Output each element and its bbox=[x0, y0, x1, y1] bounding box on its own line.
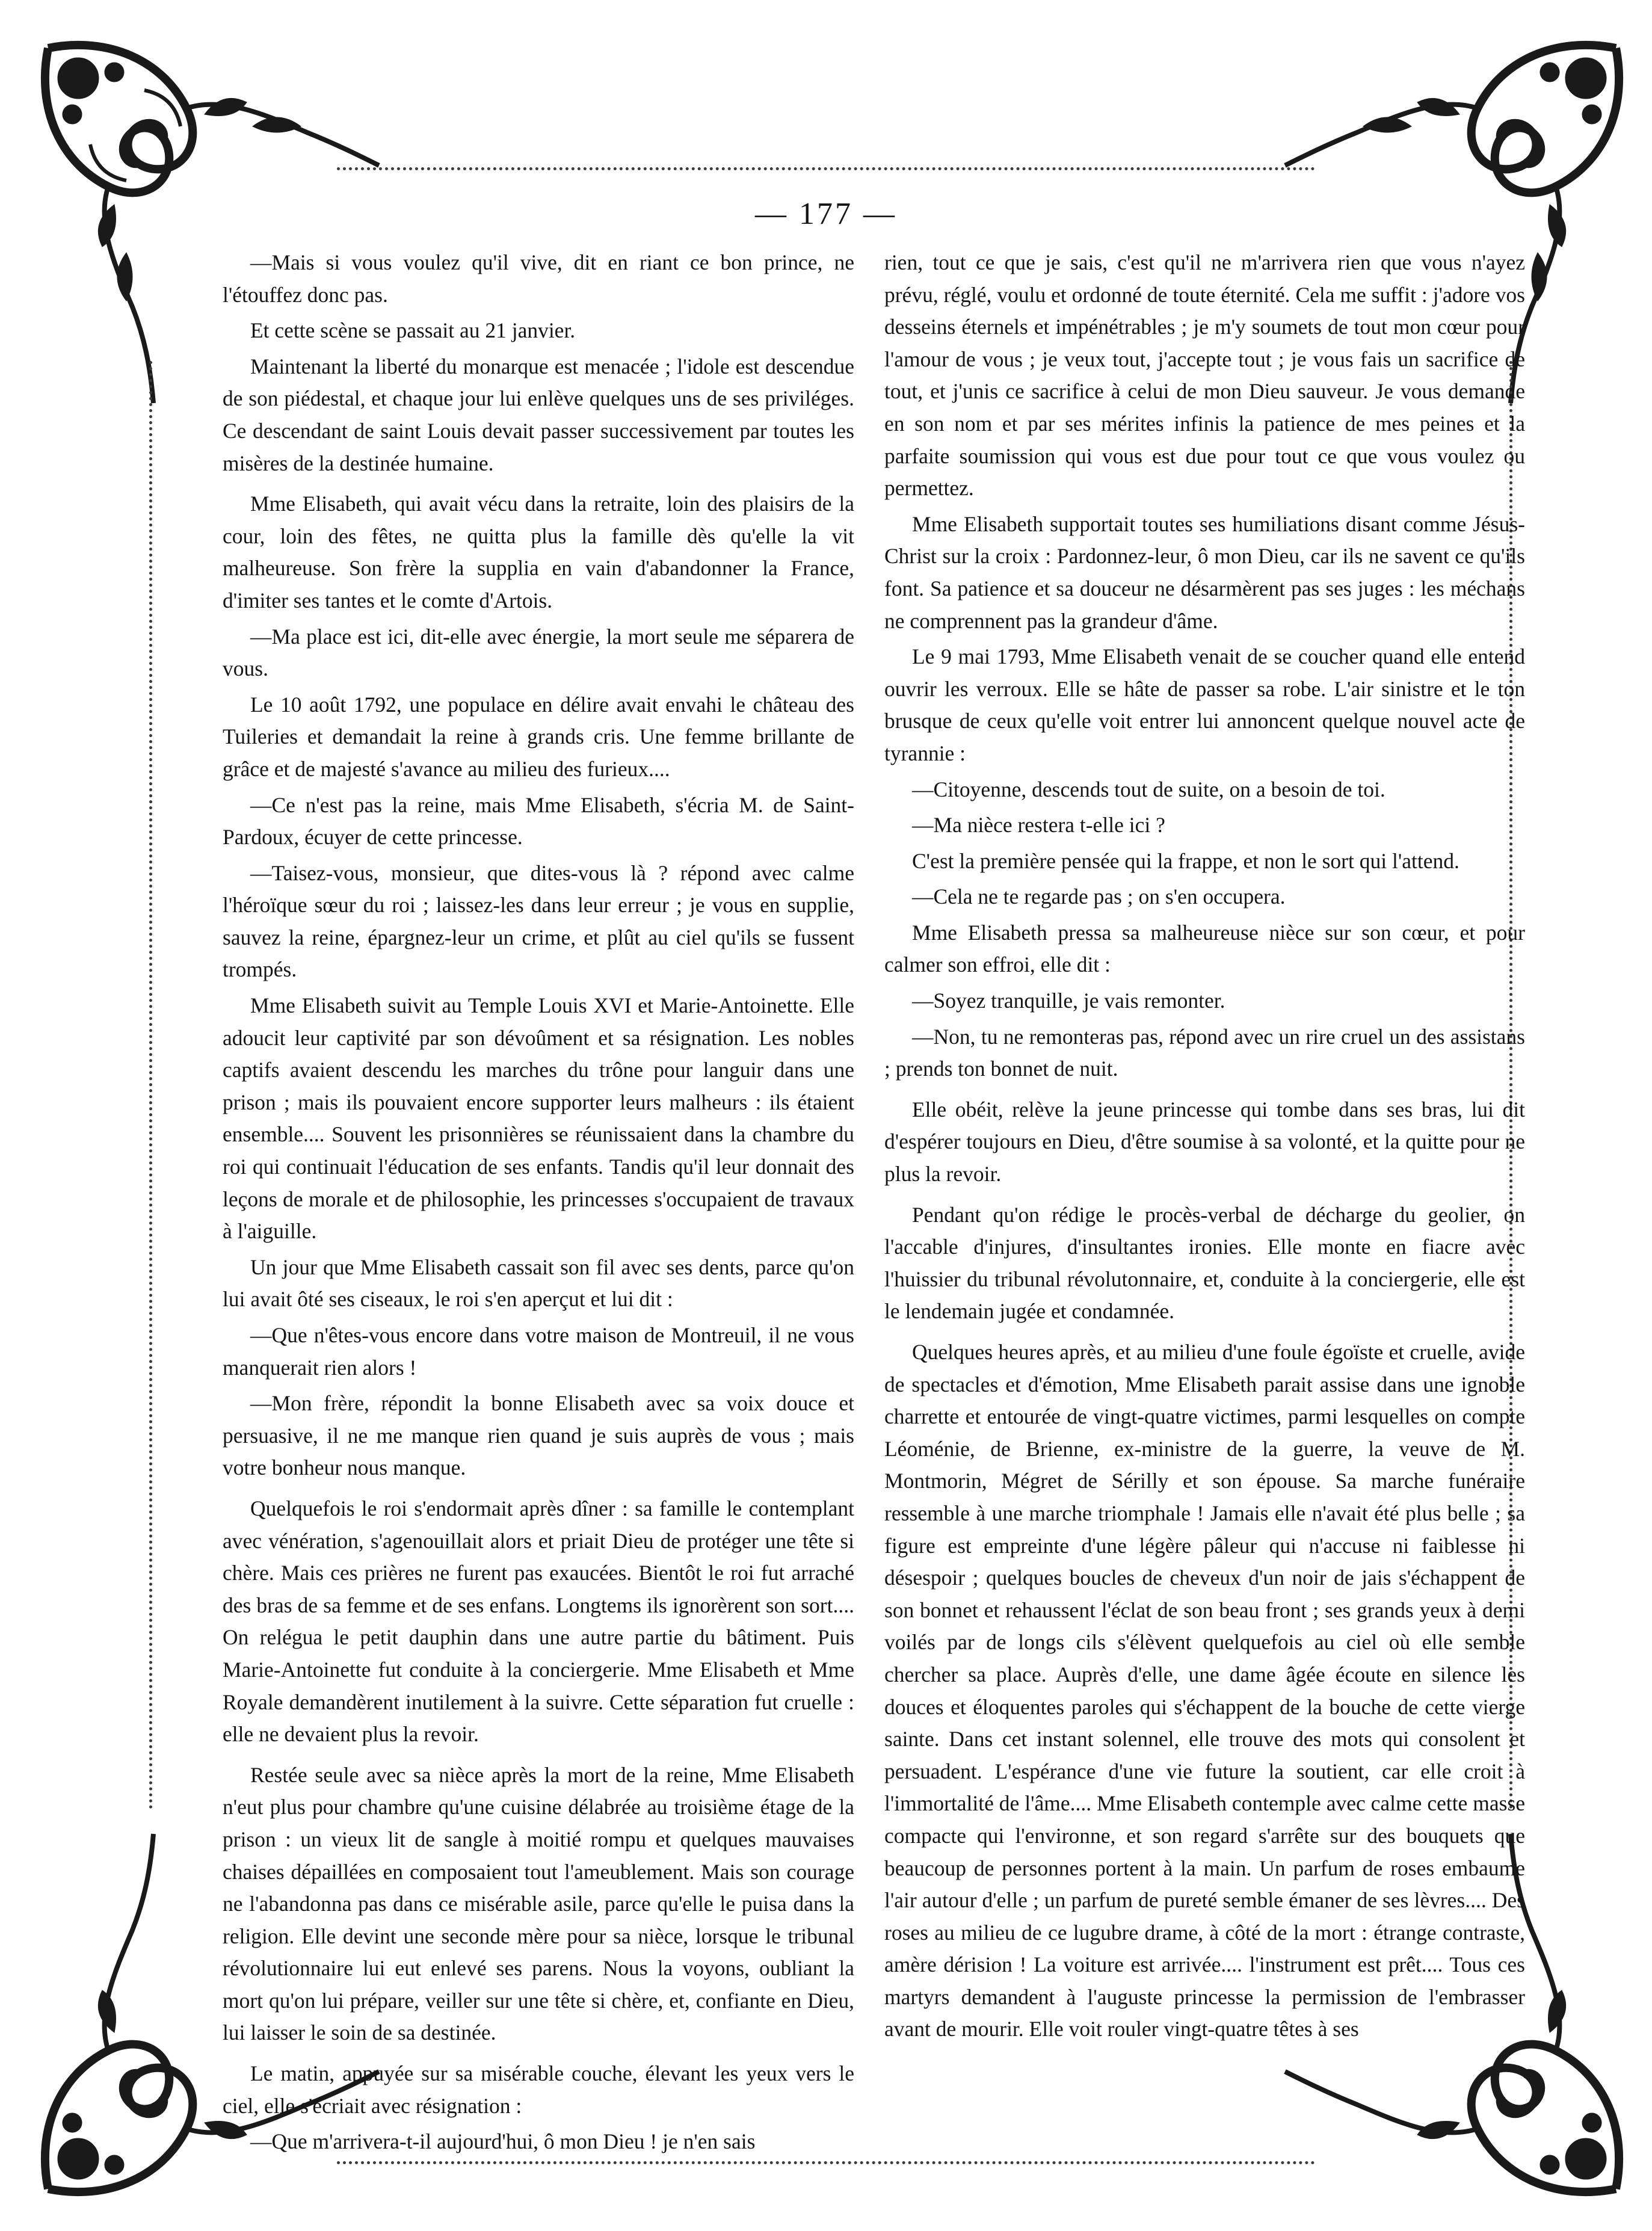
paragraph: Restée seule avec sa nièce après la mort de la reine, Mme Elisabeth n'eut plus pour chambre qu'une cuisine délabrée au troisième étage de la prison : un vieux lit de sangle à moitié rompu et quelques mauvaises chaises dépaillées en composaient tout l'ameublement. Mais son courage ne l'abandonna pas dans ce misérable asile, parce qu'elle le puisa dans la religion. Elle devint une seconde mère pour sa nièce, lorsque le tribunal révolutionnaire lui eut enlevé ses parens. Nous la voyons, oubliant la mort qu'on lui prépare, veiller sur une tête si chère, et, confiante en Dieu, lui laisser le soin de sa destinée. bbox=[223, 1762, 854, 2045]
paragraph: Le matin, appuyée sur sa misérable couche, élevant les yeux vers le ciel, elle s'écriait avec résignation : bbox=[223, 2061, 854, 2118]
paragraph: Pendant qu'on rédige le procès-verbal de décharge du geolier, on l'accable d'injures, d'insultantes ironies. Elle monte en fiacre avec l'huissier du tribunal révolutonnaire, et, conduite à la conciergerie, elle est le lendemain jugée et condamnée. bbox=[884, 1202, 1525, 1324]
paragraph: —Taisez-vous, monsieur, que dites-vous là ? répond avec calme l'héroïque sœur du roi ; laissez-les dans leur erreur ; je vous en supplie, sauvez la reine, épargnez-leur un crime, et plût au ciel qu'ils se fussent trompés. bbox=[223, 860, 854, 982]
paragraph: —Que m'arrivera-t-il aujourd'hui, ô mon Dieu ! je n'en sais bbox=[250, 2129, 756, 2154]
paragraph: Mme Elisabeth supportait toutes ses humiliations disant comme Jésus-Christ sur la croix : Pardonnez-leur, ô mon Dieu, car ils ne savent ce qu'ils font. Sa patience et sa douceur ne désarmèrent pas ses juges : les méchans ne comprennent pas la grandeur d'âme. bbox=[884, 511, 1525, 633]
paragraph: —Soyez tranquille, je vais remonter. bbox=[912, 989, 1225, 1013]
paragraph: —Ma place est ici, dit-elle avec énergie, la mort seule me séparera de vous. bbox=[223, 624, 854, 681]
paragraph: —Cela ne te regarde pas ; on s'en occupera. bbox=[912, 884, 1286, 909]
paragraph: —Non, tu ne remonteras pas, répond avec un rire cruel un des assistans ; prends ton bonnet de nuit. bbox=[884, 1024, 1525, 1081]
paragraph: —Que n'êtes-vous encore dans votre maison de Montreuil, il ne vous manquerait rien alors ! bbox=[223, 1323, 854, 1380]
paragraph: Elle obéit, relève la jeune princesse qui tombe dans ses bras, lui dit d'espérer toujours en Dieu, d'être soumise à sa volonté, et la quitte pour ne plus la revoir. bbox=[884, 1097, 1525, 1186]
paragraph: —Ma nièce restera t-elle ici ? bbox=[912, 813, 1165, 838]
paragraph: Mme Elisabeth suivit au Temple Louis XVI et Marie-Antoinette. Elle adoucit leur captivité par son dévoûment et sa résignation. Les nobles captifs avaient descendu les marches du trône pour languir dans une prison ; mais ils pouvaient encore supporter leurs malheurs : ils étaient ensemble.... Souvent les prisonnières se réunissaient dans la chambre du roi qui continuait l'éducation de ses enfants. Tandis qu'il leur donnait des leçons de morale et de philosophie, les princesses s'occupaient de travaux à l'aiguille. bbox=[223, 993, 854, 1244]
paragraph: —Mon frère, répondit la bonne Elisabeth avec sa voix douce et persuasive, il ne me manque rien quand je suis auprès de vous ; mais votre bonheur nous manque. bbox=[223, 1391, 854, 1480]
text-column-right bbox=[884, 247, 1525, 2049]
paragraph: Et cette scène se passait au 21 janvier. bbox=[250, 318, 576, 343]
paragraph: —Mais si vous voulez qu'il vive, dit en riant ce bon prince, ne l'étouffez donc pas. bbox=[223, 250, 854, 307]
paragraph: —Ce n'est pas la reine, mais Mme Elisabeth, s'écria M. de Saint-Pardoux, écuyer de cette princesse. bbox=[223, 792, 854, 850]
page-number: — 177 — bbox=[755, 197, 897, 231]
paragraph: Quelques heures après, et au milieu d'une foule égoïste et cruelle, avide de spectacles et d'émotion, Mme Elisabeth parait assise dans une ignoble charrette et entourée de vingt-quatre victimes, parmi lesquelles on compte Léoménie, de Brienne, ex-ministre de la guerre, la veuve de M. Montmorin, Mégret de Sérilly et son épouse. Sa marche funéraire ressemble à une marche triomphale ! Jamais elle n'avait été plus belle ; sa figure est empreinte d'une légère pâleur qui n'accuse ni faiblesse ni désespoir ; quelques boucles de cheveux d'un noir de jais s'échappent de son bonnet et rehaussent l'éclat de son beau front ; ses grands yeux à demi voilés par de longs cils s'élèvent quelquefois au ciel où elle semble chercher sa place. Auprès d'elle, une dame âgée écoute en silence les douces et éloquentes paroles qui s'échappent de la bouche de cette vierge sainte. Dans cet instant solennel, elle trouve des mots qui consolent et persuadent. L'espérance d'une vie future la soutient, car elle croit à l'immortalité de l'âme.... Mme Elisabeth contemple avec calme cette masse compacte qui l'environne, et son regard s'arrête sur des bouquets que beaucoup de personnes portent à la main. Un parfum de roses embaume l'air autour d'elle ; un parfum de pureté semble émaner de ses lèvres.... Des roses au milieu de ce lugubre drame, à côté de la mort : étrange contraste, amère dérision ! La voiture est arrivée.... l'instrument est prêt.... Tous ces martyrs demandent à l'auguste princesse la permission de l'embrasser avant de mourir. Elle voit rouler vingt-quatre têtes à ses bbox=[884, 1340, 1525, 2041]
paragraph: —Citoyenne, descends tout de suite, on a besoin de toi. bbox=[912, 777, 1385, 801]
paragraph: Quelquefois le roi s'endormait après dîner : sa famille le contemplant avec vénération, s'agenouillait alors et priait Dieu de protéger une tête si chère. Mais ces prières ne furent pas exaucées. Bientôt le roi fut arraché des bras de sa femme et de ses enfans. Longtems ils ignorèrent son sort.... On relégua le petit dauphin dans une autre partie du bâtiment. Puis Marie-Antoinette fut conduite à la conciergerie. Mme Elisabeth et Mme Royale demandèrent inutilement à la suivre. Cette séparation fut cruelle : elle ne devaient plus la revoir. bbox=[223, 1496, 854, 1747]
paragraph: Le 9 mai 1793, Mme Elisabeth venait de se coucher quand elle entend ouvrir les verroux. Elle se hâte de passer sa robe. L'air sinistre et le ton brusque de ceux qu'elle voit entrer lui annoncent quelque nouvel acte de tyrannie : bbox=[884, 644, 1525, 765]
frame-rule-left bbox=[149, 361, 152, 1810]
paragraph: C'est la première pensée qui la frappe, et non le sort qui l'attend. bbox=[912, 848, 1459, 873]
frame-rule-top bbox=[337, 167, 1315, 170]
paragraph: Mme Elisabeth pressa sa malheureuse nièce sur son cœur, et pour calmer son effroi, elle dit : bbox=[884, 920, 1525, 977]
paragraph: Le 10 août 1792, une populace en délire avait envahi le château des Tuileries et demandait la reine à grands cris. Une femme brillante de grâce et de majesté s'avance au milieu des furieux.... bbox=[223, 692, 854, 781]
text-column-left bbox=[223, 247, 854, 2162]
paragraph: Mme Elisabeth, qui avait vécu dans la retraite, loin des plaisirs de la cour, loin des fêtes, ne quitta plus la famille dès qu'elle la vit malheureuse. Son frère la supplia en vain d'abandonner la France, d'imiter ses tantes et le comte d'Artois. bbox=[223, 492, 854, 613]
paragraph: Un jour que Mme Elisabeth cassait son fil avec ses dents, parce qu'on lui avait ôté ses ciseaux, le roi s'en aperçut et lui dit : bbox=[223, 1254, 854, 1312]
paragraph: Maintenant la liberté du monarque est menacée ; l'idole est descendue de son piédestal, et chaque jour lui enlève quelques uns de ses priviléges. Ce descendant de saint Louis devait passer successivement par toutes les misères de la destinée humaine. bbox=[223, 354, 854, 475]
paragraph: rien, tout ce que je sais, c'est qu'il ne m'arrivera rien que vous n'ayez prévu, réglé, voulu et ordonné de toute éternité. Cela me suffit : j'adore vos desseins éternels et impénétrables ; je m'y soumets de tout mon cœur pour l'amour de vous ; je veux tout, j'accepte tout ; je vous fais un sacrifice de tout, et j'unis ce sacrifice à celui de mon Dieu sauveur. Je vous demande en son nom et par ses mérites infinis la patience de mes peines et la parfaite soumission qui vous est due pour tout ce que vous voulez ou permettez. bbox=[884, 250, 1525, 501]
